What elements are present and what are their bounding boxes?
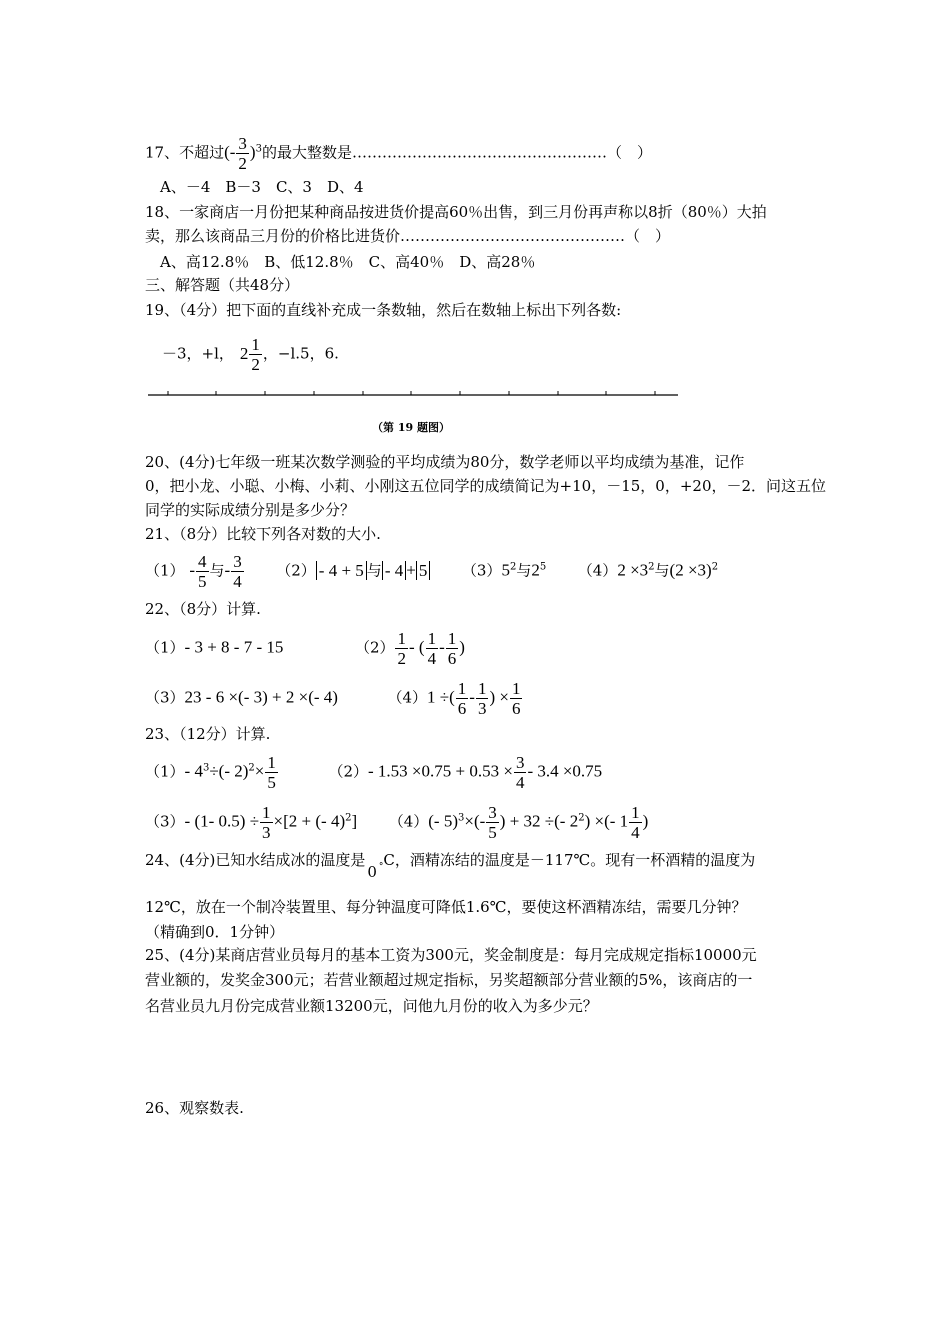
q26-prompt: 26、观察数表.	[145, 1099, 244, 1117]
q20-line2: 0，把小龙、小聪、小梅、小莉、小刚这五位同学的成绩简记为+10，－15，0，+20，－2．问这五位	[145, 477, 827, 495]
q24-line3: （精确到0．1分钟）	[145, 923, 285, 941]
q24-line2: 12℃，放在一个制冷装置里、每分钟温度可降低1.6℃，要使这杯酒精冻结，需要几分钟？	[145, 898, 747, 916]
q20-line3: 同学的实际成绩分别是多少分？	[145, 501, 356, 519]
q25-line1: 25、(4分)某商店营业员每月的基本工资为300元，奖金制度是：每月完成规定指标10000元	[145, 946, 757, 964]
q23-prompt: 23、（12分）计算.	[145, 725, 271, 743]
q25-line3: 名营业员九月份完成营业额13200元，问他九月份的收入为多少元？	[145, 997, 598, 1015]
q22-fraction: $\frac{1}{6}$	[511, 679, 521, 718]
q19-numbers: －3，+l， 2 $\frac{1}{2}$ ，−l.5，6.	[162, 335, 339, 374]
q24-line1: 24、(4分)已知水结成冰的温度是0 $^\circ$C，酒精冻结的温度是－117℃。现有一杯酒精的温度为	[145, 851, 756, 881]
q22-fraction: $\frac{1}{6}$	[457, 679, 467, 718]
q22-fraction: $\frac{1}{2}$	[397, 629, 406, 668]
q23-fraction: $\frac{1}{4}$	[631, 803, 640, 842]
q19-prompt: 19、（4分）把下面的直线补充成一条数轴，然后在数轴上标出下列各数:	[145, 301, 622, 319]
q18-line2: 卖，那么该商品三月份的价格比进货价………………………………………（ ）	[145, 227, 671, 245]
q23-fraction: $\frac{3}{4}$	[515, 753, 525, 792]
q21-fraction: $\frac{3}{4}$	[233, 552, 242, 591]
q17-stem: 17、不超过(- $\frac{3}{2}$ )$^3$的最大整数是……………………………………………（ ）	[145, 134, 652, 173]
q21-prompt: 21、（8分）比较下列各对数的大小.	[145, 525, 381, 543]
q21-parts: （1） - $\frac{4}{5}$ 与- $\frac{3}{4}$ （2） - 4 + 5 与 - 4 + 5 $(3)5^2$与$2^5$ $(4)2 \times 3^2$与$(2 \times 3)^2$	[145, 552, 719, 591]
q17-options: A、－4 B－3 C、3 D、4	[160, 178, 364, 196]
section-heading: 三、解答题（共48分）	[145, 276, 300, 294]
q19-caption: （第 19 题图）	[372, 421, 450, 434]
q18-line1: 18、一家商店一月份把某种商品按进货价提高60％出售，到三月份再声称以8折（80％）大拍	[145, 203, 767, 221]
q23-row1: （1）- $4^3\div(-$ 2)$^2$× $\frac{1}{5}$ （2）- 1.53 ×0.75 + 0.53 × $\frac{3}{4}$ - 3.4 ×0.75	[145, 753, 603, 792]
q19-line-figure	[148, 388, 683, 402]
q18-options: A、高12.8％ B、低12.8％ C、高40％ D、高28％	[160, 253, 536, 271]
q22-row1: （1）- 3 + 8 - 7 - 15 （2） $\frac{1}{2}$ - ( $\frac{1}{4}$ - $\frac{1}{6}$ )	[145, 629, 465, 668]
q22-fraction: $\frac{1}{6}$	[447, 629, 457, 668]
q22-fraction: $\frac{1}{4}$	[427, 629, 437, 668]
q22-fraction: $\frac{1}{3}$	[477, 679, 487, 718]
q19-fraction: $\frac{1}{2}$	[251, 335, 260, 374]
q22-prompt: 22、（8分）计算.	[145, 600, 261, 618]
q23-fraction: $\frac{1}{5}$	[267, 753, 276, 792]
q25-line2: 营业额的，发奖金300元；若营业额超过规定指标，另奖超额部分营业额的5%，该商店的一	[145, 971, 753, 989]
q20-line1: 20、(4分)七年级一班某次数学测验的平均成绩为80分，数学老师以平均成绩为基准，记作	[145, 453, 745, 471]
q23-fraction: $\frac{1}{3}$	[262, 803, 271, 842]
q23-row2: （3）- (1- 0.5) ÷ $\frac{1}{3}$ ×[2 + (- 4)$^2$] （4）(- 5)$^3$×(- $\frac{3}{5}$ ) + 32 ÷(- $2^2$) ×(- 1 $\frac{1}{4}$ )	[145, 803, 649, 842]
q21-fraction: $\frac{4}{5}$	[198, 552, 207, 591]
q23-fraction: $\frac{3}{5}$	[488, 803, 497, 842]
q17-fraction: $\frac{3}{2}$	[238, 134, 247, 173]
q22-row2: （3）23 - 6 ×(- 3) + 2 ×(- 4) （4）1 ÷( $\frac{1}{6}$ - $\frac{1}{3}$ ) × $\frac{1}{6}$	[145, 679, 521, 718]
